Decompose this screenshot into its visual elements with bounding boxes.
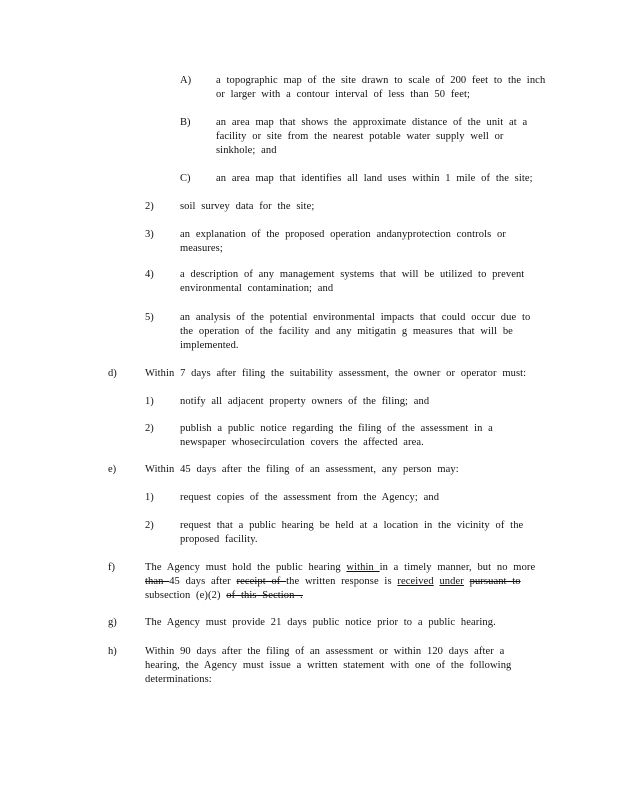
- text-line: proposed facility.: [180, 534, 258, 545]
- text-line: soil survey data for the site;: [180, 201, 315, 212]
- section-text: [145, 616, 496, 630]
- text-line: hearing, the Agency must issue a written statement with one of the following: [145, 660, 512, 671]
- section-label: e): [108, 464, 117, 475]
- text-line: [145, 589, 535, 603]
- section-text: [145, 561, 535, 603]
- text-line: measures;: [180, 243, 223, 254]
- text-line: determinations:: [145, 674, 212, 685]
- item-text: [180, 228, 506, 256]
- text-line: facility or site from the nearest potable water supply well or: [216, 131, 504, 142]
- item-label: A): [180, 75, 192, 86]
- section-label: d): [108, 368, 117, 379]
- text-line: request that a public hearing be held at a location in the vicinity of the: [180, 520, 524, 531]
- section-text: [145, 645, 511, 687]
- item-text: [180, 491, 439, 505]
- item-text: [180, 268, 524, 296]
- text-line: publish a public notice regarding the filing of the assessment in a: [180, 423, 493, 434]
- item-label: 4): [145, 269, 154, 280]
- text-line: or larger with a contour interval of less than 50 feet;: [216, 89, 470, 100]
- text-line: notify all adjacent property owners of the filing; and: [180, 396, 430, 407]
- item-label: 1): [145, 396, 154, 407]
- inserted-text: received: [397, 576, 434, 587]
- item-text: [180, 395, 429, 409]
- section-label: h): [108, 646, 117, 657]
- text-run: in a timely manner, but no more: [379, 562, 536, 573]
- section-text: [145, 463, 459, 477]
- text-line: The Agency must provide 21 days public notice prior to a public hearing.: [145, 617, 496, 628]
- text-line: the operation of the facility and any mitigatin g measures that will be: [180, 326, 513, 337]
- text-run: 45 days after: [169, 576, 237, 587]
- section-text: [145, 367, 526, 381]
- item-text: [216, 116, 527, 158]
- item-text: [216, 172, 533, 186]
- item-label: 1): [145, 492, 154, 503]
- text-line: an explanation of the proposed operation andanyprotection controls or: [180, 229, 506, 240]
- text-line: Within 45 days after the filing of an assessment, any person may:: [145, 464, 459, 475]
- section-label: f): [108, 562, 115, 573]
- item-label: 5): [145, 312, 154, 323]
- text-line: environmental contamination; and: [180, 283, 334, 294]
- deleted-text: than: [145, 576, 170, 587]
- item-label: 2): [145, 520, 154, 531]
- text-line: an area map that identifies all land uses within 1 mile of the site;: [216, 173, 533, 184]
- item-text: [180, 311, 530, 353]
- item-label: 2): [145, 423, 154, 434]
- item-text: [180, 200, 314, 214]
- text-line: an area map that shows the approximate distance of the unit at a: [216, 117, 528, 128]
- deleted-text: pursuant to: [469, 576, 521, 587]
- text-run: The Agency must hold the public hearing: [145, 562, 347, 573]
- inserted-text: under: [439, 576, 464, 587]
- inserted-text: within: [346, 562, 380, 573]
- text-run: subsection (e)(2): [145, 590, 227, 601]
- item-text: [180, 519, 523, 547]
- text-line: implemented.: [180, 340, 239, 351]
- text-line: [145, 561, 535, 575]
- item-label: 2): [145, 201, 154, 212]
- item-label: B): [180, 117, 191, 128]
- text-line: a description of any management systems that will be utilized to prevent: [180, 269, 525, 280]
- section-label: g): [108, 617, 117, 628]
- text-line: Within 7 days after filing the suitability assessment, the owner or operator must:: [145, 368, 527, 379]
- text-line: an analysis of the potential environmental impacts that could occur due to: [180, 312, 531, 323]
- item-text: [216, 74, 545, 102]
- text-line: request copies of the assessment from the Agency; and: [180, 492, 440, 503]
- item-text: [180, 422, 493, 450]
- item-label: 3): [145, 229, 154, 240]
- text-line: newspaper whosecirculation covers the affected area.: [180, 437, 424, 448]
- text-line: a topographic map of the site drawn to scale of 200 feet to the inch: [216, 75, 546, 86]
- text-line: Within 90 days after the filing of an assessment or within 120 days after a: [145, 646, 505, 657]
- deleted-text: .: [294, 590, 303, 601]
- text-line: [145, 575, 535, 589]
- text-line: sinkhole; and: [216, 145, 277, 156]
- deleted-text: of this Section: [226, 590, 295, 601]
- text-run: the written response is: [286, 576, 398, 587]
- deleted-text: receipt of: [236, 576, 287, 587]
- item-label: C): [180, 173, 191, 184]
